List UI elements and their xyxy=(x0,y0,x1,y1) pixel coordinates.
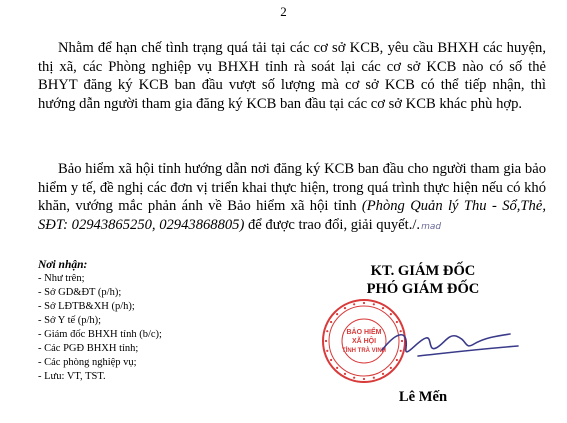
page-number: 2 xyxy=(280,4,287,19)
svg-text:BẢO HIỂM: BẢO HIỂM xyxy=(346,329,382,336)
seal-dot xyxy=(326,330,328,332)
recipient-item: - Sở LĐTB&XH (p/h); xyxy=(38,301,135,312)
body-paragraph-2 xyxy=(38,160,546,236)
seal-dot xyxy=(325,340,327,342)
seal-dot xyxy=(353,303,355,305)
seal-dot xyxy=(363,302,365,304)
recipient-item: - Giám đốc BHXH tỉnh (b/c); xyxy=(38,329,162,340)
seal-dot xyxy=(330,321,332,323)
seal-dot xyxy=(336,313,338,315)
recipient-item: - Sở Y tế (p/h); xyxy=(38,315,102,326)
paragraph-2-tail: để được trao đổi, giải quyết./. xyxy=(244,216,421,233)
seal-dot xyxy=(344,307,346,309)
seal-dot xyxy=(373,303,375,305)
recipients-heading: Nơi nhận: xyxy=(38,259,88,271)
seal-dot xyxy=(336,367,338,369)
recipient-item: - Sở GD&ĐT (p/h); xyxy=(38,287,122,298)
seal-dot xyxy=(382,373,384,375)
recipient-item: - Lưu: VT, TST. xyxy=(38,371,106,382)
seal-dot xyxy=(382,307,384,309)
contact-info: (Phòng Quản lý Thu - Sổ,Thẻ, SĐT: 02943865250, 02943868805) xyxy=(38,198,546,233)
signature-title-block xyxy=(318,262,528,298)
recipients-list xyxy=(38,272,298,384)
signer-name: Lê Mến xyxy=(398,389,448,405)
seal-dot xyxy=(344,373,346,375)
recipient-item: - Các phòng nghiệp vụ; xyxy=(38,357,137,368)
seal-dot xyxy=(326,350,328,352)
handwritten-initials: mad xyxy=(421,221,442,232)
signature-title-line-2: PHÓ GIÁM ĐỐC xyxy=(366,281,480,297)
recipients-block xyxy=(38,258,298,384)
signature-icon xyxy=(378,310,528,370)
svg-text:XÃ HỘI: XÃ HỘI xyxy=(351,338,377,345)
paragraph-2-lead: Bảo hiểm xã hội tỉnh hướng dẫn nơi đăng ký KCB ban đầu cho người tham gia bảo hiểm y tế, đề nghị các đơn vị triển khai thực hiện, trong quá trình thực hiện nếu có khó khăn, vướng mắc phản ánh về Bảo hiểm xã hội tỉnh xyxy=(38,161,546,214)
svg-text:TỈNH TRÀ VINH: TỈNH TRÀ VINH xyxy=(342,348,386,354)
body-paragraph-1: Nhằm để hạn chế tình trạng quá tải tại các cơ sở KCB, yêu cầu BHXH các huyện, thị xã, các Phòng nghiệp vụ BHXH tỉnh rà soát lại các cơ sở KCB nào có số thẻ BHYT đăng ký KCB ban đầu vượt số lượng mà cơ sở KCB có thể tiếp nhận, thì hướng dẫn người tham gia đăng ký KCB ban đầu tại các cơ sở KCB khác phù hợp. xyxy=(38,40,546,112)
seal-dot xyxy=(353,377,355,379)
recipient-item: - Các PGĐ BHXH tỉnh; xyxy=(38,343,139,354)
signature-title-line-1: KT. GIÁM ĐỐC xyxy=(370,263,476,279)
seal-dot xyxy=(363,378,365,380)
recipient-item: - Như trên; xyxy=(38,273,85,284)
seal-dot xyxy=(330,359,332,361)
seal-dot xyxy=(373,377,375,379)
